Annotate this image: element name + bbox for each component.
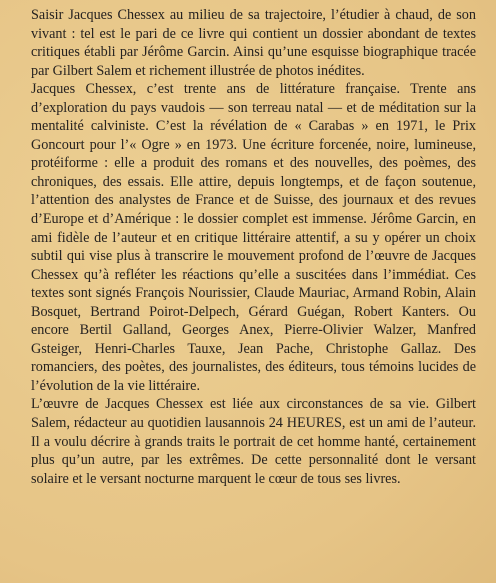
paragraph-biography: L’œuvre de Jacques Chessex est liée aux circonstances de sa vie. Gilbert Salem, rédacteur au quotidien lausannois 24 HEURES, est un ami de l’auteur. Il a voulu décrire à grands traits le portrait de cet homme hanté, certainement plus qu’un autre, par les extrêmes. De cette personnalité dont le versant solaire et le versant nocturne marquent le cœur de tous ses livres. [31,396,476,487]
blurb-text [31,6,476,488]
paragraph-overview: Jacques Chessex, c’est trente ans de littérature française. Trente ans d’exploration du pays vaudois — son terreau natal — et de méditation sur la mentalité calviniste. C’est la révélation de « Carabas » en 1971, le Prix Goncourt pour l’« Ogre » en 1973. Une écriture forcenée, noire, lumineuse, protéiforme : elle a produit des romans et des nouvelles, des poèmes, des chroniques, des essais. Elle attire, depuis longtemps, et de façon soutenue, l’attention des analystes de France et de Suisse, des journaux et des revues d’Europe et d’Amérique : le dossier complet est immense. Jérôme Garcin, en ami fidèle de l’auteur et en critique littéraire attentif, a su y opérer un choix subtil qui vise plus à transcrire le mouvement profond de l’œuvre de Jacques Chessex qu’à refléter les réactions qu’elle a suscitées dans l’immédiat. Ces textes sont signés François Nourissier, Claude Mauriac, Armand Robin, Alain Bosquet, Bertrand Poirot-Delpech, Gérard Guégan, Robert Kanters. Ou encore Bertil Galland, Georges Anex, Pierre-Olivier Walzer, Manfred Gsteiger, Henri-Charles Tauxe, Jean Pache, Christophe Gallaz. Des romanciers, des poètes, des journalistes, des éditeurs, tous témoins lucides de l’évolution de la vie littéraire. [31,81,476,394]
paragraph-intro: Saisir Jacques Chessex au milieu de sa trajectoire, l’étudier à chaud, de son vivant : tel est le pari de ce livre qui contient un dossier abondant de textes critiques établi par Jérôme Garcin. Ainsi qu’une esquisse biographique tracée par Gilbert Salem et richement illustrée de photos inédites. [31,7,476,79]
